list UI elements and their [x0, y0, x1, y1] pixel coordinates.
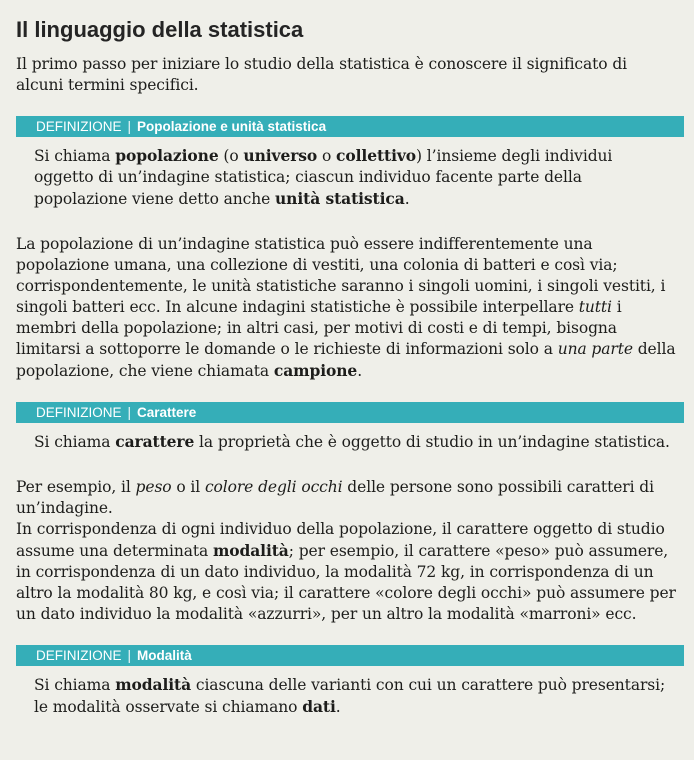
definition-body-modalita — [34, 674, 676, 718]
paragraph-term: modalità — [212, 541, 289, 560]
definition-separator: | — [127, 119, 132, 134]
paragraph-term: campione — [273, 361, 358, 380]
paragraph-emphasis: tutti — [578, 298, 612, 316]
definition-header-bar — [16, 645, 684, 666]
paragraph-emphasis: colore degli occhi — [204, 478, 343, 496]
definition-text: Si chiama — [34, 433, 116, 451]
paragraph-text: Per esempio, il — [16, 478, 136, 496]
definition-body-carattere — [34, 431, 676, 453]
definition-title: Popolazione e unità statistica — [137, 119, 327, 134]
definition-text: . — [404, 190, 410, 208]
definition-term: modalità — [115, 675, 192, 694]
definition-term: carattere — [115, 432, 195, 451]
definition-separator: | — [127, 648, 132, 663]
definition-label: DEFINIZIONE — [36, 648, 122, 663]
paragraph-text: . — [357, 362, 363, 380]
definition-title: Carattere — [137, 405, 197, 420]
definition-text: Si chiama — [34, 147, 116, 165]
definition-title: Modalità — [137, 648, 192, 663]
definition-term: universo — [243, 146, 318, 165]
definition-text: ) l’insieme degli individui oggetto di un’indagine statistica; ciascun individuo facente parte della popolazione viene detto anche — [34, 147, 613, 208]
definition-text: Si chiama — [34, 676, 116, 694]
definition-header-bar — [16, 116, 684, 137]
definition-body-popolazione — [34, 145, 676, 210]
definition-text: (o — [218, 147, 244, 165]
paragraph-text: o il — [171, 478, 205, 496]
paragraph-text: i membri della popolazione; in altri casi, per motivi di costi e di tempi, bisogna limitarsi a sottoporre le domande o le richieste di informazioni solo a — [16, 298, 622, 358]
paragraph-emphasis: una parte — [557, 340, 633, 358]
paragraph-popolazione-campione — [16, 234, 676, 382]
definition-text: ciascuna delle varianti con cui un carattere può presentarsi; le modalità osservate si chiamano — [34, 676, 666, 716]
definition-text: la proprietà che è oggetto di studio in un’indagine statistica. — [194, 433, 670, 451]
paragraph-text: ; per esempio, il carattere «peso» può assumere, in corrispondenza di un dato individuo, la modalità 72 kg, in corrispondenza di un altro la modalità 80 kg, e così via; il carattere «colore degli occhi» può assumere per un dato individuo la modalità «azzurri», per un altro la modalità «marroni» ecc. — [16, 542, 676, 623]
paragraph-text: della popolazione, che viene chiamata — [16, 340, 676, 380]
definition-separator: | — [127, 405, 132, 420]
definition-text: o — [317, 147, 337, 165]
paragraph-esempio-caratteri — [16, 477, 676, 519]
definition-box-popolazione — [16, 116, 676, 210]
definition-term: collettivo — [336, 146, 417, 165]
paragraph-text: delle persone sono possibili caratteri di un’indagine. — [16, 478, 654, 517]
definition-text: . — [335, 698, 341, 716]
definition-term: popolazione — [115, 146, 219, 165]
definition-box-modalita — [16, 645, 676, 718]
definition-label: DEFINIZIONE — [36, 405, 122, 420]
definition-header-bar — [16, 402, 684, 423]
definition-label: DEFINIZIONE — [36, 119, 122, 134]
paragraph-emphasis: peso — [135, 478, 172, 496]
intro-paragraph: Il primo passo per iniziare lo studio della statistica è conoscere il significato di alcuni termini specifici. — [16, 55, 628, 94]
paragraph-text: La popolazione di un’indagine statistica può essere indifferentemente una popolazione umana, una collezione di vestiti, una colonia di batteri e così via; corrispondentemente, le unità statistiche saranno i singoli uomini, i singoli vestiti, i singoli batteri ecc. In alcune indagini statistiche è possibile interpellare — [16, 235, 666, 316]
paragraph-modalita — [16, 519, 676, 625]
page-title: Il linguaggio della statistica — [16, 17, 304, 42]
definition-box-carattere — [16, 402, 676, 453]
paragraph-text: In corrispondenza di ogni individuo della popolazione, il carattere oggetto di studio assume una determinata — [16, 520, 665, 560]
definition-term: unità statistica — [275, 189, 405, 208]
definition-term: dati — [302, 697, 336, 716]
